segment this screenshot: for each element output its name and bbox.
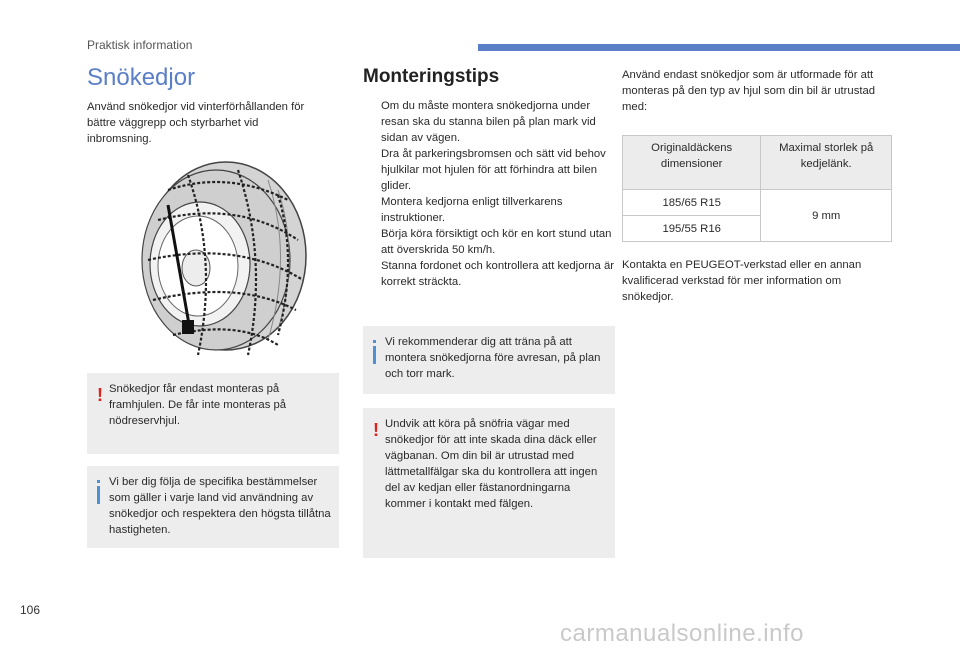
- list-item: Om du måste montera snökedjorna under resan ska du stanna bilen på plan mark vid sidan av vägen.: [381, 100, 596, 144]
- snow-free-roads-warning: [363, 408, 615, 558]
- practice-info: [363, 326, 615, 394]
- header-label: Praktisk information: [87, 38, 193, 52]
- info-icon: [373, 346, 376, 364]
- list-item: Börja köra försiktigt och kör en kort stund utan att överskrida 50 km/h.: [381, 228, 612, 256]
- list-item: Stanna fordonet och kontrollera att kedjorna är korrekt sträckta.: [381, 260, 614, 288]
- table-header-tire-dimensions: Originaldäckens dimensioner: [623, 136, 761, 190]
- mounting-tips-list: [363, 98, 615, 290]
- snow-chains-title: Snökedjor: [87, 64, 196, 91]
- front-wheels-warning: [87, 373, 339, 454]
- warning-icon: !: [373, 420, 379, 440]
- max-link-size-cell: 9 mm: [761, 190, 892, 242]
- chain-type-intro: Använd endast snökedjor som är utformade för att monteras på den typ av hjul som din bil är utrustad med:: [622, 69, 876, 113]
- mounting-tips-title: Monteringstips: [363, 66, 500, 87]
- info-icon: [97, 486, 100, 504]
- watermark: carmanualsonline.info: [560, 620, 804, 647]
- list-item: Montera kedjorna enligt tillverkarens instruktioner.: [381, 196, 563, 224]
- tire-size-cell: 195/55 R16: [623, 216, 761, 242]
- page-number: 106: [20, 603, 41, 617]
- warning-icon: !: [97, 385, 103, 405]
- contact-workshop-text: Kontakta en PEUGEOT-verkstad eller en annan kvalificerad verkstad för mer information om snökedjor.: [622, 259, 862, 303]
- header-bar: [478, 44, 960, 51]
- regulations-info: [87, 466, 339, 548]
- table-row: [623, 190, 892, 216]
- tire-size-cell: 185/65 R15: [623, 190, 761, 216]
- snow-free-roads-warning-text: Undvik att köra på snöfria vägar med snökedjor för att inte skada dina däck eller vägbanan. Om din bil är utrustad med lättmetallfälgar ska du kontrollera att ingen del av kedjan eller fästanordningarna kommer i kontakt med fälgen.: [385, 418, 598, 510]
- regulations-info-text: Vi ber dig följa de specifika bestämmelser som gäller i varje land vid användning av snökedjor och respektera den högsta tillåtna hastigheten.: [109, 476, 331, 536]
- practice-info-text: Vi rekommenderar dig att träna på att montera snökedjorna före avresan, på plan och torr mark.: [385, 336, 601, 380]
- front-wheels-warning-text: Snökedjor får endast monteras på framhjulen. De får inte monteras på nödreservhjul.: [109, 383, 287, 427]
- table-header-max-link-size: Maximal storlek på kedjelänk.: [761, 136, 892, 190]
- snow-chain-wheel-illustration: [128, 160, 308, 360]
- snow-chains-intro: Använd snökedjor vid vinterförhållanden för bättre väggrepp och styrbarhet vid inbromsning.: [87, 101, 305, 145]
- list-item: Dra åt parkeringsbromsen och sätt vid behov hjulkilar mot hjulen för att förhindra att bilen glider.: [381, 148, 606, 192]
- chain-size-table: [622, 135, 892, 242]
